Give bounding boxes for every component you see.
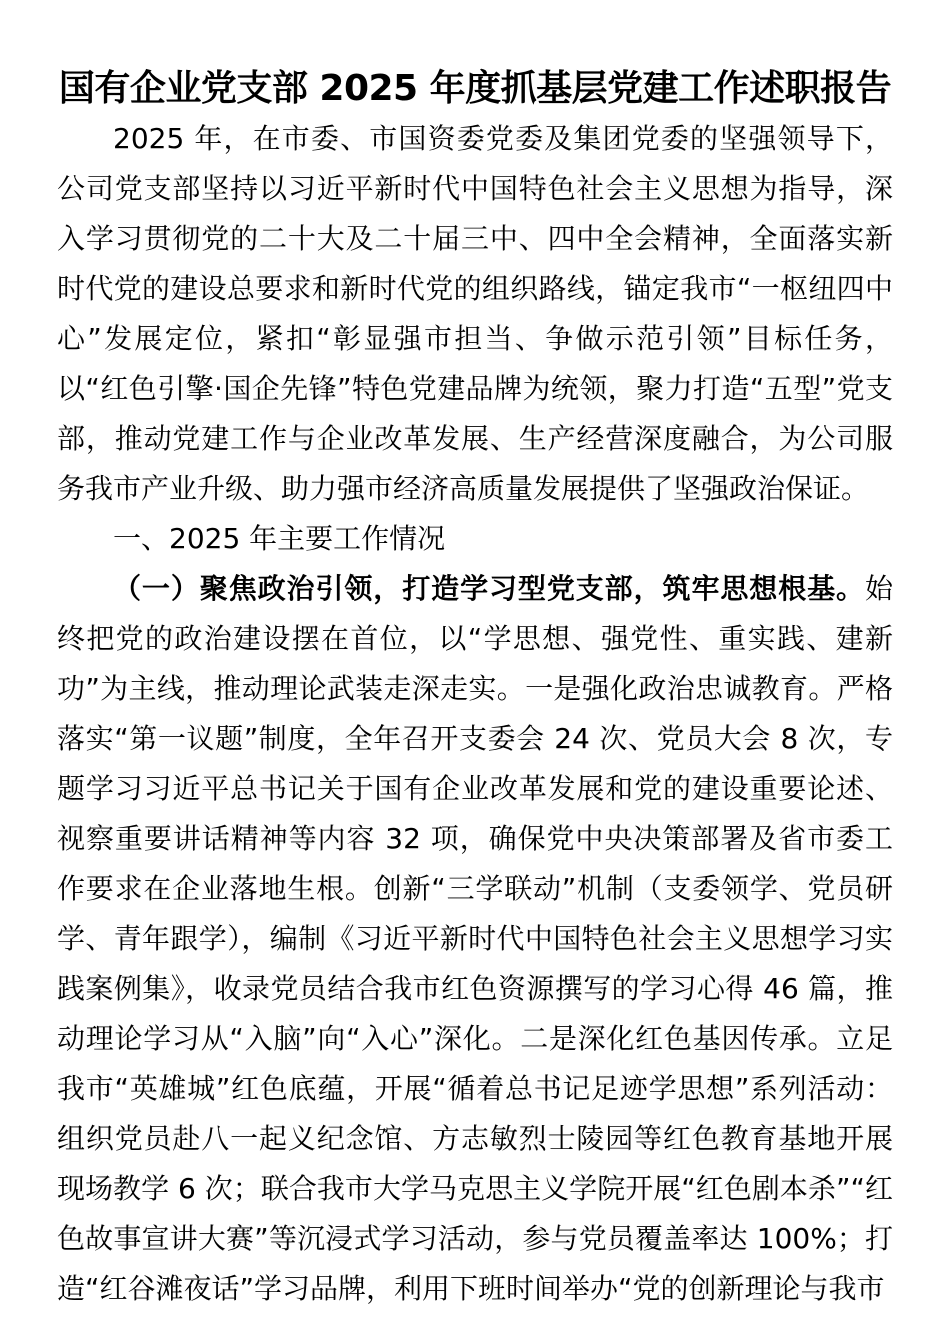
section-heading: 一、2025 年主要工作情况 bbox=[113, 522, 446, 555]
document-title: 国有企业党支部 2025 年度抓基层党建工作述职报告 bbox=[58, 68, 892, 109]
subsection-body: 始终把党的政治建设摆在首位，以“学思想、强党性、重实践、建新功”为主线，推动理论武装走深走实。一是强化政治忠诚教育。严格落实“第一议题”制度，全年召开支委会 24 次、党员大会 8 次，专题学习习近平总书记关于国有企业改革发展和党的建设重要论述、视察重要讲话精神等内容 32 项，确保党中央决策部署及省市委工作要求在企业落地生根。创新“三学联动”机制（支委领学、党员研学、青年跟学），编制《习近平新时代中国特色社会主义思想学习实践案例集》，收录党员结合我市红色资源撰写的学习心得 46 篇，推动理论学习从“入脑”向“入心”深化。二是深化红色基因传承。立足我市“英雄城”红色底蕴，开展“循着总书记足迹学思想”系列活动：组织党员赴八一起义纪念馆、方志敏烈士陵园等红色教育基地开展现场教学 6 次；联合我市大学马克思主义学院开展“红色剧本杀”“红色故事宣讲大赛”等沉浸式学习活动，参与党员覆盖率达 100%；打造“红谷滩夜话”学习品牌，利用下班时间举办“党的创新理论与我市 bbox=[57, 572, 893, 1305]
intro-paragraph: 2025 年，在市委、市国资委党委及集团党委的坚强领导下，公司党支部坚持以习近平新时代中国特色社会主义思想为指导，深入学习贯彻党的二十大及二十届三中、四中全会精神，全面落实新时代党的建设总要求和新时代党的组织路线，锚定我市“一枢纽四中心”发展定位，紧扣“彰显强市担当、争做示范引领”目标任务，以“红色引擎·国企先锋”特色党建品牌为统领，聚力打造“五型”党支部，推动党建工作与企业改革发展、生产经营深度融合，为公司服务我市产业升级、助力强市经济高质量发展提供了坚强政治保证。 bbox=[57, 122, 893, 505]
subsection-heading: （一）聚焦政治引领，打造学习型党支部，筑牢思想根基。 bbox=[113, 572, 865, 605]
subsection-paragraph bbox=[57, 564, 893, 1314]
